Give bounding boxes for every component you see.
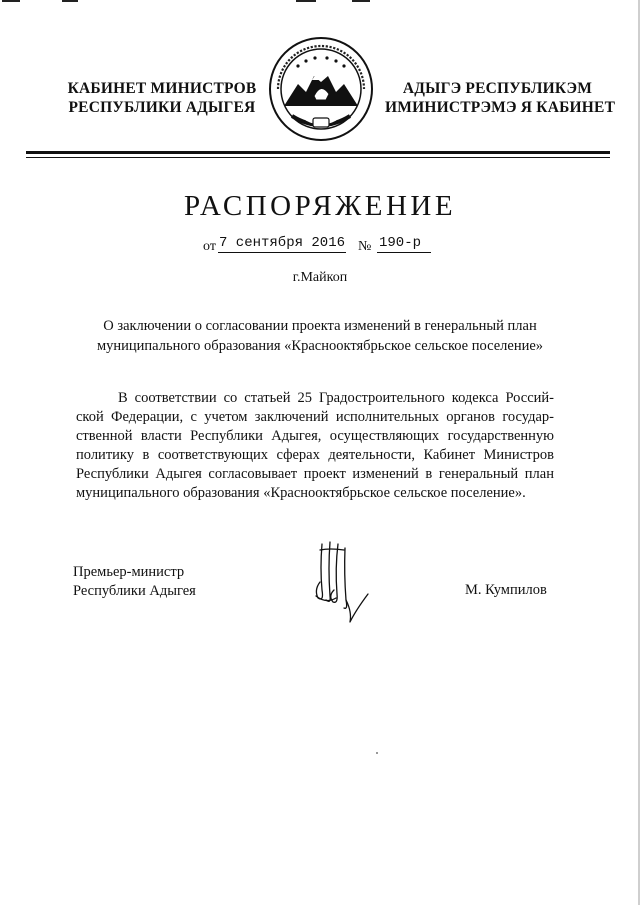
date-number-line [0,235,640,259]
header-left-org [62,79,262,117]
coat-of-arms-icon [268,36,374,142]
signer-name: М. Кумпилов [465,582,547,598]
body-line: муниципального образования «Краснооктябрьское сельское поселение». [76,485,526,501]
header-left-line1: КАБИНЕТ МИНИСТРОВ [67,80,257,97]
handwritten-signature [300,538,380,626]
body-line: политику в соответствующих сферах деятельности, Кабинет Министров [76,447,554,463]
header-right-org [385,79,616,117]
header-rule-thick [26,151,610,154]
document-title: РАСПОРЯЖЕНИЕ [183,190,457,222]
document-city: г.Майкоп [292,270,348,285]
body-line: В соответствии со статьей 25 Градостроительного кодекса Россий- [118,390,554,406]
header-rule-thin [26,157,610,158]
header-right-line2: ИМИНИСТРЭМЭ Я КАБИНЕТ [385,99,616,116]
body-line: ственной власти Республики Адыгея, осуществляющих государственную [76,428,554,444]
document-date: 7 сентября 2016 [218,235,346,251]
document-subject [60,316,580,356]
document-number: 190-р [377,235,431,253]
scan-speck [376,752,378,754]
body-line: ской Федерации, с учетом заключений исполнительных органов государ- [76,409,554,425]
scan-top-edge [0,0,640,3]
subject-line: О заключении о согласовании проекта изменений в генеральный план [103,318,537,334]
document-body [76,389,554,503]
header-left-line2: РЕСПУБЛИКИ АДЫГЕЯ [68,99,256,116]
date-label: от [203,239,216,254]
body-line: Республики Адыгея согласовывает проект изменений в генеральный план [76,466,554,482]
signer-position-line2: Республики Адыгея [73,583,196,599]
signer-position [73,563,196,601]
header-right-line1: АДЫГЭ РЕСПУБЛИКЭМ [402,80,593,97]
signer-position-line1: Премьер-министр [73,564,185,580]
number-label: № [358,239,372,254]
subject-line: муниципального образования «Краснооктябрьское сельское поселение» [96,338,544,354]
